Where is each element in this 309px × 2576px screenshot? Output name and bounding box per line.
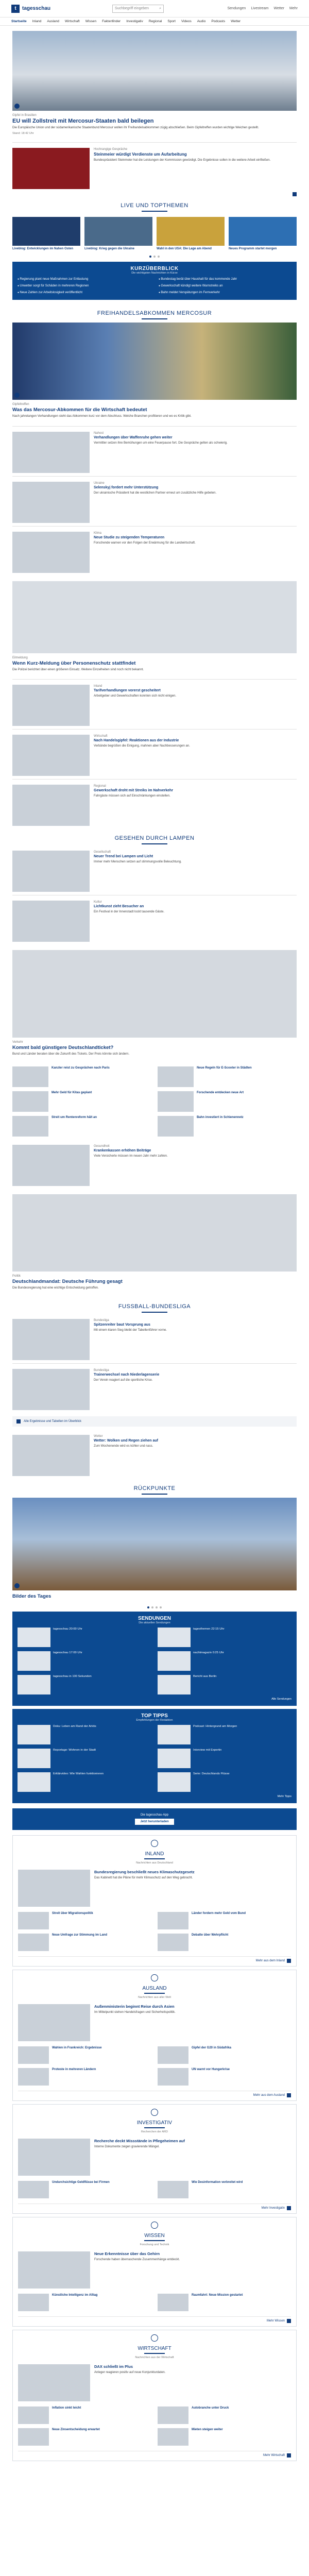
list-item[interactable]: nachtmagazin 0:25 Uhr bbox=[158, 1651, 291, 1671]
list-item[interactable]: Länder fordern mehr Geld vom Bund bbox=[158, 1912, 291, 1929]
list-item[interactable]: DAX schließt im Plus Anleger reagieren positiv auf neue Konjunkturdaten. bbox=[13, 2362, 296, 2403]
list-item[interactable]: tagesthemen 22:15 Uhr bbox=[158, 1628, 291, 1647]
section-icon bbox=[151, 1840, 158, 1847]
nav-item[interactable]: Audio bbox=[197, 20, 206, 23]
kurzueberblick-item[interactable]: ● Gewerkschaft kündigt weitere Warnstreiks an bbox=[159, 284, 291, 289]
section-title-mercosur: FREIHANDELSABKOMMEN MERCOSUR bbox=[0, 304, 309, 323]
list-item[interactable]: Bericht aus Berlin bbox=[158, 1675, 291, 1694]
list-item[interactable]: Nahost Verhandlungen über Waffenruhe gehen weiter Vermittler setzen ihre Bemühungen um eine Feuerpause fort. Die Gespräche gelten als schwierig. bbox=[0, 427, 309, 476]
toptipps-panel: TOP TIPPS Empfehlungen der Redaktion Doku: Leben am Rand der Arktis Podcast: Hintergrund am Morgen Reportage: Wohnen in der Stadt Interview mit Expertin Erklärvideo: Wie Wahlen funktionieren Serie: Deutschlands Flüsse Mehr Tipps bbox=[12, 1709, 297, 1803]
results-ticker[interactable]: Alle Ergebnisse und Tabellen im Überblick bbox=[12, 1416, 297, 1427]
hero-teaser: Die Europäische Union und der südamerikanische Staatenbund Mercosur wollen ihr Freihandelsabkommen zügig abschließen. Beim Gipfeltreffen wurden wichtige Weichen gestellt. bbox=[12, 126, 259, 129]
nav-item[interactable]: Startseite bbox=[11, 20, 27, 23]
gallery-pager[interactable] bbox=[0, 1606, 309, 1608]
list-item[interactable]: Streit über Migrationspolitik bbox=[18, 1912, 151, 1929]
list-item[interactable]: Wie Desinformation verbreitet wird bbox=[158, 2181, 291, 2198]
nav-item[interactable]: Wissen bbox=[85, 20, 97, 23]
logo-text: tagesschau bbox=[22, 6, 51, 11]
live-card[interactable]: Neues Programm startet morgen bbox=[229, 217, 297, 250]
list-item[interactable]: Erklärvideo: Wie Wahlen funktionieren bbox=[18, 1772, 151, 1792]
kurzueberblick-item[interactable]: ● Neue Zahlen zur Arbeitslosigkeit veröffentlicht bbox=[18, 291, 150, 295]
list-item[interactable]: Neue Erkenntnisse über das Gehirn Forschende haben überraschende Zusammenhänge entdeckt. bbox=[13, 2249, 296, 2291]
live-cards bbox=[0, 215, 309, 252]
nav-item[interactable]: Faktenfinder bbox=[102, 20, 121, 23]
list-item[interactable]: Inflation sinkt leicht bbox=[18, 2406, 151, 2424]
list-item[interactable]: Recherche deckt Missstände in Pflegeheimen auf Interne Dokumente zeigen gravierende Mängel. bbox=[13, 2137, 296, 2178]
section-icon bbox=[151, 1974, 158, 1981]
hero-timestamp: Stand: 18:42 Uhr bbox=[12, 132, 34, 135]
logo-icon: t bbox=[11, 5, 20, 13]
search-input[interactable]: Suchbegriff eingeben ⌕ bbox=[112, 5, 164, 13]
list-item[interactable]: Neue Regeln für E-Scooter in Städten bbox=[158, 1066, 297, 1087]
sendungen-panel: SENDUNGEN Die aktuellen Sendungen tagesschau 20:00 Uhr tagesthemen 22:15 Uhr tagesschau 17:00 Uhr nachtmagazin 0:25 Uhr tagesschau in 100 Sekunden Bericht aus Berlin Alle Sendungen bbox=[12, 1612, 297, 1706]
article-image[interactable] bbox=[12, 148, 90, 189]
list-item[interactable]: tagesschau 20:00 Uhr bbox=[18, 1628, 151, 1647]
mercosur-image[interactable] bbox=[12, 323, 297, 400]
ressort-wirtschaft: WIRTSCHAFT Nachrichten aus der Wirtschaft DAX schließt im Plus Anleger reagieren positiv auf neue Konjunkturdaten. Inflation sinkt leicht Autobranche unter Druck Neue Zinsentscheidung erwartet Mieten steigen weiter Mehr Wirtschaft bbox=[12, 2330, 297, 2461]
section-title-gesehen: GESEHEN DURCH LAMPEN bbox=[0, 829, 309, 848]
list-item[interactable]: Ukraine Selenskyj fordert mehr Unterstützung Der ukrainische Präsident hat die westlichen Partner erneut um zusätzliche Hilfe gebeten. bbox=[0, 477, 309, 526]
section-title-fussball: FUSSBALL-BUNDESLIGA bbox=[0, 1297, 309, 1316]
top-links bbox=[227, 7, 298, 10]
nav-item[interactable]: Wetter bbox=[231, 20, 241, 23]
list-item[interactable]: Gipfel der G20 in Südafrika bbox=[158, 2046, 291, 2064]
top-link-mehr[interactable]: Mehr bbox=[289, 7, 298, 10]
nav-item[interactable]: Videos bbox=[181, 20, 192, 23]
list-item[interactable]: Klima Neue Studie zu steigenden Temperaturen Forschende warnen vor den Folgen der Erwärmung für die Landwirtschaft. bbox=[0, 527, 309, 576]
ressort-wissen: WISSEN Forschung und Technik Neue Erkenntnisse über das Gehirn Forschende haben überraschende Zusammenhänge entdeckt. Künstliche Intelligenz im Alltag Raumfahrt: Neue Mission gestartet Mehr Wissen bbox=[12, 2217, 297, 2327]
kurzueberblick-item[interactable]: ● Bundestag berät über Haushalt für das kommende Jahr bbox=[159, 278, 291, 282]
top-link-wetter[interactable]: Wetter bbox=[273, 7, 285, 10]
list-item[interactable]: Bundesliga Spitzenreiter baut Vorsprung aus Mit einem klaren Sieg bleibt der Tabellenführer vorne. bbox=[0, 1316, 309, 1363]
more-link[interactable]: Alle Sendungen bbox=[271, 1697, 291, 1701]
camera-icon bbox=[14, 104, 20, 109]
mercosur-article[interactable]: Gipfeltreffen Was das Mercosur-Abkommen für die Wirtschaft bedeutet Nach jahrelangen Verhandlungen steht das Abkommen kurz vor dem Abschluss. Welche Branchen profitieren und wo es Kritik gibt. bbox=[0, 323, 309, 418]
list-item[interactable]: Doku: Leben am Rand der Arktis bbox=[18, 1725, 151, 1744]
top-link-sendungen[interactable]: Sendungen bbox=[227, 7, 246, 10]
main-nav bbox=[0, 18, 309, 26]
list-item[interactable]: Undurchsichtige Geldflüsse bei Firmen bbox=[18, 2181, 151, 2198]
list-item[interactable]: Podcast: Hintergrund am Morgen bbox=[158, 1725, 291, 1744]
big-article[interactable]: Politik Deutschlandmandat: Deutsche Führung gesagt Die Bundesregierung hat eine wichtige Entscheidung getroffen. bbox=[0, 1194, 309, 1290]
kurzueberblick-item[interactable]: ● Unwetter sorgt für Schäden in mehreren Regionen bbox=[18, 284, 150, 289]
card-grid bbox=[0, 1063, 309, 1140]
list-item[interactable]: Bundesliga Trainerwechsel nach Niederlagenserie Der Verein reagiert auf die sportliche Krise. bbox=[0, 1364, 309, 1413]
app-promo: Die tagesschau-App Jetzt herunterladen bbox=[12, 1808, 297, 1830]
kurzueberblick-item[interactable]: ● Bahn meldet Verspätungen im Fernverkehr bbox=[159, 291, 291, 295]
hero-headline[interactable]: EU will Zollstreit mit Mercosur-Staaten bald beilegen bbox=[12, 118, 154, 124]
hero-topline: Gipfel in Brasilien bbox=[12, 114, 37, 117]
kurzueberblick-box: KURZÜBERBLICK Die wichtigsten Nachrichten in Kürze ● Regierung plant neue Maßnahmen zur Entlastung ● Bundestag berät über Haushalt für das kommende Jahr ● Unwetter sorgt für Schäden in mehreren Regionen ● Gewerkschaft kündigt weitere Warnstreiks an ● Neue Zahlen zur Arbeitslosigkeit veröffentlicht ● Bahn meldet Verspätungen im Fernverkehr bbox=[12, 262, 297, 300]
list-item[interactable]: Regional Gewerkschaft droht mit Streiks im Nahverkehr Fahrgäste müssen sich auf Einschränkungen einstellen. bbox=[0, 779, 309, 829]
list-item[interactable]: Kanzler reist zu Gesprächen nach Paris bbox=[12, 1066, 151, 1087]
section-title-live: LIVE UND TOPTHEMEN bbox=[0, 196, 309, 215]
ball-icon bbox=[16, 1419, 21, 1423]
article-image[interactable] bbox=[12, 581, 297, 653]
kurzueberblick-item[interactable]: ● Regierung plant neue Maßnahmen zur Entlastung bbox=[18, 278, 150, 282]
list-item[interactable]: Kultur Lichtkunst zieht Besucher an Ein Festival in der Innenstadt lockt tausende Gäste. bbox=[0, 895, 309, 945]
ressort-inland: INLAND Nachrichten aus Deutschland Bundesregierung beschließt neues Klimaschutzgesetz Das Kabinett hat die Pläne für mehr Klimaschutz auf den Weg gebracht. Streit über Migrationspolitik Länder fordern mehr Geld vom Bund Neue Umfrage zur Stimmung im Land Debatte über Wehrpflicht Mehr aus dem Inland bbox=[12, 1835, 297, 1967]
more-link[interactable] bbox=[12, 192, 297, 196]
nav-item[interactable]: Regional bbox=[148, 20, 162, 23]
live-card[interactable]: Liveblog: Entwicklungen im Nahen Osten bbox=[12, 217, 80, 250]
section-icon bbox=[151, 2222, 158, 2229]
live-card[interactable]: Wahl in den USA: Die Lage am Abend bbox=[157, 217, 225, 250]
list-item[interactable]: tagesschau 17:00 Uhr bbox=[18, 1651, 151, 1671]
logo[interactable] bbox=[11, 5, 50, 13]
list-item[interactable]: Proteste in mehreren Ländern bbox=[18, 2068, 151, 2086]
list-item[interactable]: Reportage: Wohnen in der Stadt bbox=[18, 1749, 151, 1768]
kurzueberblick-title: KURZÜBERBLICK bbox=[130, 266, 179, 272]
list-item[interactable]: tagesschau in 100 Sekunden bbox=[18, 1675, 151, 1694]
list-item[interactable]: Autobranche unter Druck bbox=[158, 2406, 291, 2424]
nav-item[interactable]: Investigativ bbox=[126, 20, 143, 23]
big-article[interactable]: Verkehr Kommt bald günstigere Deutschlandticket? Bund und Länder beraten über die Zukunft des Tickets. Der Preis könnte sich ändern. bbox=[0, 950, 309, 1056]
nav-item[interactable]: Inland bbox=[32, 20, 42, 23]
article-headline[interactable]: Steinmeier würdigt Verdienste um Aufarbeitung bbox=[94, 152, 187, 157]
list-item[interactable]: Wetter Wetter: Wolken und Regen ziehen auf Zum Wochenende wird es kühler und nass. bbox=[0, 1430, 309, 1479]
list-item[interactable]: Bahn investiert in Schienennetz bbox=[158, 1116, 297, 1137]
list-item[interactable]: Wahlen in Frankreich: Ergebnisse bbox=[18, 2046, 151, 2064]
article-second[interactable]: Hochrangige Gespräche Steinmeier würdigt Verdienste um Aufarbeitung Bundespräsident Steinmeier hat die Leistungen der Kommission gewürdigt. Die Ergebnisse sollen in die weitere Arbeit einfließen. bbox=[0, 143, 309, 192]
section-title-rueckpunkte: RÜCKPUNKTE bbox=[0, 1479, 309, 1498]
list-item[interactable]: Mehr Geld für Kitas geplant bbox=[12, 1091, 151, 1112]
list-item[interactable]: Gesellschaft Neuer Trend bei Lampen und Licht Immer mehr Menschen setzen auf stimmungsvolle Beleuchtung. bbox=[0, 848, 309, 895]
gallery-article[interactable]: Bilder des Tages bbox=[0, 1498, 309, 1599]
section-icon bbox=[151, 2109, 158, 2116]
download-button[interactable]: Jetzt herunterladen bbox=[135, 1819, 174, 1825]
arrow-icon bbox=[293, 192, 297, 196]
list-item[interactable]: Mieten steigen weiter bbox=[158, 2428, 291, 2446]
list-item[interactable]: UN warnt vor Hungerkrise bbox=[158, 2068, 291, 2086]
list-item[interactable]: Debatte über Wehrpflicht bbox=[158, 1934, 291, 1951]
list-item[interactable]: Gesundheit Krankenkassen erhöhen Beiträge Viele Versicherte müssen im neuen Jahr mehr zahlen. bbox=[0, 1140, 309, 1189]
nav-item[interactable]: Podcasts bbox=[211, 20, 226, 23]
live-card[interactable]: Liveblog: Krieg gegen die Ukraine bbox=[84, 217, 152, 250]
top-bar bbox=[0, 0, 309, 18]
section-icon bbox=[151, 2334, 158, 2342]
list-item[interactable]: Künstliche Intelligenz im Alltag bbox=[18, 2294, 151, 2311]
list-item[interactable]: Außenministerin beginnt Reise durch Asien Im Mittelpunkt stehen Handelsfragen und Sicherheitspolitik. bbox=[13, 2002, 296, 2043]
list-item[interactable]: Forschende entdecken neue Art bbox=[158, 1091, 297, 1112]
carousel-pager[interactable] bbox=[0, 256, 309, 258]
ressort-investigativ: INVESTIGATIV Recherchen der ARD Recherche deckt Missstände in Pflegeheimen auf Interne Dokumente zeigen gravierende Mängel. Undurchsichtige Geldflüsse bei Firmen Wie Desinformation verbreitet wird Mehr Investigativ bbox=[12, 2104, 297, 2214]
list-item[interactable]: Inland Tarifverhandlungen vorerst gescheitert Arbeitgeber und Gewerkschaften konnten sich nicht einigen. bbox=[0, 680, 309, 729]
nav-item[interactable]: Wirtschaft bbox=[64, 20, 80, 23]
list-item[interactable]: Raumfahrt: Neue Mission gestartet bbox=[158, 2294, 291, 2311]
nav-item[interactable]: Sport bbox=[167, 20, 176, 23]
list-item[interactable]: Neue Zinsentscheidung erwartet bbox=[18, 2428, 151, 2446]
list-item[interactable]: Serie: Deutschlands Flüsse bbox=[158, 1772, 291, 1792]
list-item[interactable]: Bundesregierung beschließt neues Klimaschutzgesetz Das Kabinett hat die Pläne für mehr Klimaschutz auf den Weg gebracht. bbox=[13, 1868, 296, 1909]
hero-article[interactable] bbox=[0, 31, 309, 135]
notice-article[interactable]: Eilmeldung Wenn Kurz-Meldung über Personenschutz stattfindet Die Polizei berichtet über einen größeren Einsatz. Weitere Einzelheiten sind noch nicht bekannt. bbox=[0, 581, 309, 672]
list-item[interactable]: Streit um Rentenreform hält an bbox=[12, 1116, 151, 1137]
nav-item[interactable]: Ausland bbox=[47, 20, 59, 23]
ressort-ausland: AUSLAND Nachrichten aus aller Welt Außenministerin beginnt Reise durch Asien Im Mittelpunkt stehen Handelsfragen und Sicherheitspolitik. Wahlen in Frankreich: Ergebnisse Gipfel der G20 in Südafrika Proteste in mehreren Ländern UN warnt vor Hungerkrise Mehr aus dem Ausland bbox=[12, 1970, 297, 2101]
top-link-livestream[interactable]: Livestream bbox=[251, 7, 269, 10]
list-item[interactable]: Interview mit Expertin bbox=[158, 1749, 291, 1768]
hero-image[interactable] bbox=[12, 31, 297, 111]
list-item[interactable]: Neue Umfrage zur Stimmung im Land bbox=[18, 1934, 151, 1951]
list-item[interactable]: Wirtschaft Nach Handelsgipfel: Reaktionen aus der Industrie Verbände begrüßen die Einigung, mahnen aber Nachbesserungen an. bbox=[0, 730, 309, 779]
more-link[interactable]: Mehr Tipps bbox=[277, 1794, 291, 1798]
search-icon: ⌕ bbox=[159, 6, 162, 10]
